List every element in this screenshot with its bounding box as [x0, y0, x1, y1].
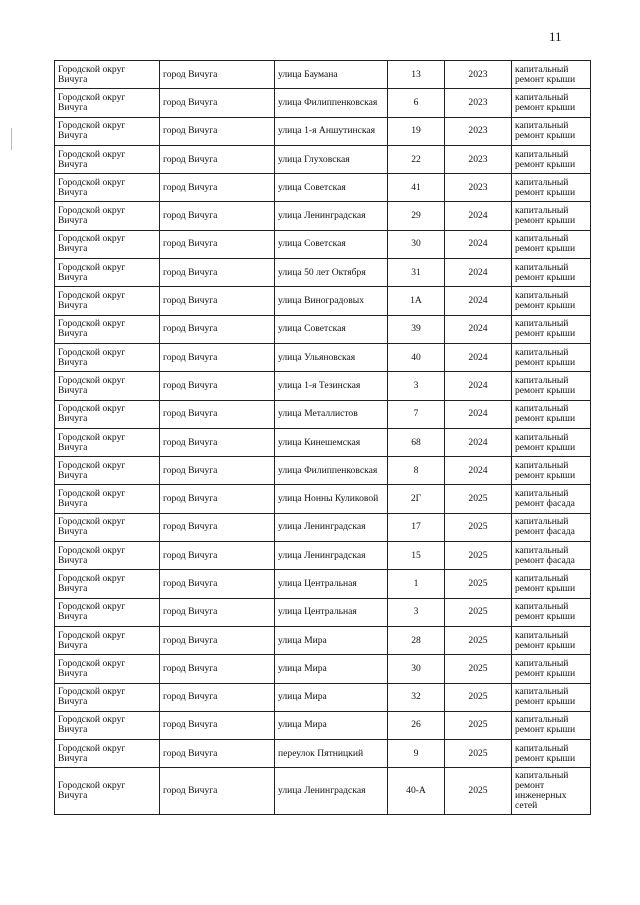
cell-city: город Вичуга [160, 287, 275, 315]
cell-street: улица Кинешемская [275, 428, 388, 456]
cell-city: город Вичуга [160, 570, 275, 598]
table-row [55, 117, 591, 145]
cell-work: капитальный ремонт крыши [512, 570, 591, 598]
cell-okrug: Городской округ Вичуга [55, 428, 160, 456]
cell-house: 22 [388, 145, 445, 173]
cell-house: 1 [388, 570, 445, 598]
cell-year: 2025 [445, 485, 512, 513]
cell-year: 2025 [445, 655, 512, 683]
table-row [55, 400, 591, 428]
cell-okrug: Городской округ Вичуга [55, 570, 160, 598]
table-row [55, 202, 591, 230]
cell-okrug: Городской округ Вичуга [55, 683, 160, 711]
cell-street: переулок Пятницкий [275, 740, 388, 768]
cell-year: 2024 [445, 287, 512, 315]
table-row [55, 315, 591, 343]
cell-city: город Вичуга [160, 259, 275, 287]
cell-year: 2025 [445, 768, 512, 815]
cell-okrug: Городской округ Вичуга [55, 400, 160, 428]
cell-okrug: Городской округ Вичуга [55, 372, 160, 400]
cell-okrug: Городской округ Вичуга [55, 230, 160, 258]
cell-city: город Вичуга [160, 598, 275, 626]
cell-house: 29 [388, 202, 445, 230]
cell-year: 2024 [445, 428, 512, 456]
table-row [55, 428, 591, 456]
table-row [55, 61, 591, 89]
cell-house: 1А [388, 287, 445, 315]
table-row [55, 174, 591, 202]
cell-okrug: Городской округ Вичуга [55, 598, 160, 626]
cell-street: улица Виноградовых [275, 287, 388, 315]
cell-house: 28 [388, 626, 445, 654]
cell-city: город Вичуга [160, 457, 275, 485]
cell-house: 26 [388, 711, 445, 739]
cell-city: город Вичуга [160, 372, 275, 400]
cell-year: 2023 [445, 89, 512, 117]
cell-street: улица Филиппенковская [275, 457, 388, 485]
table-row [55, 343, 591, 371]
cell-year: 2024 [445, 343, 512, 371]
cell-street: улица 1-я Аншутинская [275, 117, 388, 145]
cell-street: улица Советская [275, 174, 388, 202]
table-row [55, 485, 591, 513]
cell-street: улица Нонны Куликовой [275, 485, 388, 513]
cell-work: капитальный ремонт фасада [512, 485, 591, 513]
table-row [55, 570, 591, 598]
cell-city: город Вичуга [160, 117, 275, 145]
cell-year: 2024 [445, 372, 512, 400]
cell-year: 2025 [445, 570, 512, 598]
cell-okrug: Городской округ Вичуга [55, 768, 160, 815]
cell-work: капитальный ремонт крыши [512, 315, 591, 343]
cell-okrug: Городской округ Вичуга [55, 740, 160, 768]
cell-work: капитальный ремонт крыши [512, 259, 591, 287]
cell-city: город Вичуга [160, 542, 275, 570]
cell-year: 2024 [445, 202, 512, 230]
cell-work: капитальный ремонт крыши [512, 343, 591, 371]
cell-street: улица Филиппенковская [275, 89, 388, 117]
table-row [55, 711, 591, 739]
cell-year: 2023 [445, 145, 512, 173]
cell-house: 13 [388, 61, 445, 89]
cell-year: 2025 [445, 542, 512, 570]
cell-house: 3 [388, 372, 445, 400]
cell-street: улица Ленинградская [275, 768, 388, 815]
cell-house: 7 [388, 400, 445, 428]
cell-street: улица Мира [275, 655, 388, 683]
cell-city: город Вичуга [160, 315, 275, 343]
cell-house: 3 [388, 598, 445, 626]
cell-city: город Вичуга [160, 400, 275, 428]
cell-work: капитальный ремонт крыши [512, 89, 591, 117]
cell-house: 40-А [388, 768, 445, 815]
cell-city: город Вичуга [160, 61, 275, 89]
cell-work: капитальный ремонт крыши [512, 174, 591, 202]
cell-okrug: Городской округ Вичуга [55, 174, 160, 202]
cell-city: город Вичуга [160, 768, 275, 815]
cell-okrug: Городской округ Вичуга [55, 117, 160, 145]
table-row [55, 513, 591, 541]
cell-okrug: Городской округ Вичуга [55, 655, 160, 683]
table-row [55, 372, 591, 400]
cell-city: город Вичуга [160, 740, 275, 768]
cell-city: город Вичуга [160, 655, 275, 683]
cell-work: капитальный ремонт крыши [512, 287, 591, 315]
cell-year: 2024 [445, 315, 512, 343]
cell-street: улица Металлистов [275, 400, 388, 428]
cell-house: 32 [388, 683, 445, 711]
cell-city: город Вичуга [160, 626, 275, 654]
table-row [55, 542, 591, 570]
table-row [55, 145, 591, 173]
cell-house: 31 [388, 259, 445, 287]
cell-house: 17 [388, 513, 445, 541]
cell-city: город Вичуга [160, 174, 275, 202]
cell-city: город Вичуга [160, 202, 275, 230]
cell-street: улица Мира [275, 626, 388, 654]
cell-house: 15 [388, 542, 445, 570]
cell-work: капитальный ремонт крыши [512, 428, 591, 456]
cell-year: 2024 [445, 259, 512, 287]
cell-okrug: Городской округ Вичуга [55, 61, 160, 89]
cell-street: улица 50 лет Октября [275, 259, 388, 287]
cell-street: улица Центральная [275, 598, 388, 626]
cell-year: 2023 [445, 61, 512, 89]
cell-city: город Вичуга [160, 513, 275, 541]
table-row [55, 457, 591, 485]
cell-okrug: Городской округ Вичуга [55, 626, 160, 654]
cell-street: улица Ульяновская [275, 343, 388, 371]
cell-street: улица 1-я Тезинская [275, 372, 388, 400]
cell-year: 2025 [445, 598, 512, 626]
cell-city: город Вичуга [160, 711, 275, 739]
cell-year: 2025 [445, 711, 512, 739]
cell-work: капитальный ремонт крыши [512, 117, 591, 145]
cell-okrug: Городской округ Вичуга [55, 343, 160, 371]
cell-year: 2024 [445, 230, 512, 258]
cell-work: капитальный ремонт крыши [512, 457, 591, 485]
cell-house: 39 [388, 315, 445, 343]
cell-work: капитальный ремонт крыши [512, 626, 591, 654]
cell-house: 68 [388, 428, 445, 456]
cell-work: капитальный ремонт крыши [512, 372, 591, 400]
cell-house: 40 [388, 343, 445, 371]
repair-schedule-table [54, 60, 591, 815]
margin-mark [11, 128, 12, 150]
cell-city: город Вичуга [160, 343, 275, 371]
cell-house: 30 [388, 655, 445, 683]
cell-okrug: Городской округ Вичуга [55, 485, 160, 513]
cell-okrug: Городской округ Вичуга [55, 145, 160, 173]
cell-okrug: Городской округ Вичуга [55, 287, 160, 315]
cell-year: 2025 [445, 683, 512, 711]
cell-street: улица Мира [275, 711, 388, 739]
cell-year: 2024 [445, 457, 512, 485]
cell-work: капитальный ремонт инженерных сетей [512, 768, 591, 815]
cell-house: 19 [388, 117, 445, 145]
cell-work: капитальный ремонт крыши [512, 61, 591, 89]
table-row [55, 598, 591, 626]
cell-city: город Вичуга [160, 89, 275, 117]
cell-work: капитальный ремонт крыши [512, 230, 591, 258]
cell-city: город Вичуга [160, 683, 275, 711]
cell-year: 2025 [445, 626, 512, 654]
cell-work: капитальный ремонт крыши [512, 400, 591, 428]
cell-okrug: Городской округ Вичуга [55, 259, 160, 287]
cell-okrug: Городской округ Вичуга [55, 711, 160, 739]
cell-street: улица Мира [275, 683, 388, 711]
cell-street: улица Ленинградская [275, 202, 388, 230]
cell-okrug: Городской округ Вичуга [55, 457, 160, 485]
cell-year: 2025 [445, 513, 512, 541]
cell-house: 41 [388, 174, 445, 202]
cell-okrug: Городской округ Вичуга [55, 513, 160, 541]
cell-year: 2024 [445, 400, 512, 428]
table-row [55, 89, 591, 117]
table-row [55, 683, 591, 711]
cell-work: капитальный ремонт крыши [512, 598, 591, 626]
cell-street: улица Ленинградская [275, 513, 388, 541]
cell-street: улица Ленинградская [275, 542, 388, 570]
cell-work: капитальный ремонт крыши [512, 740, 591, 768]
cell-city: город Вичуга [160, 230, 275, 258]
cell-work: капитальный ремонт крыши [512, 655, 591, 683]
cell-year: 2023 [445, 174, 512, 202]
cell-city: город Вичуга [160, 428, 275, 456]
cell-house: 2Г [388, 485, 445, 513]
page-number: 11 [549, 29, 562, 44]
cell-okrug: Городской округ Вичуга [55, 89, 160, 117]
table-row [55, 230, 591, 258]
cell-work: капитальный ремонт крыши [512, 711, 591, 739]
cell-street: улица Центральная [275, 570, 388, 598]
table-row [55, 768, 591, 815]
cell-street: улица Советская [275, 315, 388, 343]
cell-work: капитальный ремонт крыши [512, 683, 591, 711]
cell-street: улица Глуховская [275, 145, 388, 173]
cell-work: капитальный ремонт крыши [512, 202, 591, 230]
cell-year: 2025 [445, 740, 512, 768]
table-row [55, 740, 591, 768]
cell-work: капитальный ремонт фасада [512, 542, 591, 570]
cell-house: 9 [388, 740, 445, 768]
cell-house: 6 [388, 89, 445, 117]
cell-city: город Вичуга [160, 145, 275, 173]
cell-street: улица Советская [275, 230, 388, 258]
table-row [55, 655, 591, 683]
cell-year: 2023 [445, 117, 512, 145]
cell-house: 8 [388, 457, 445, 485]
table-row [55, 287, 591, 315]
cell-street: улица Баумана [275, 61, 388, 89]
table-row [55, 259, 591, 287]
cell-okrug: Городской округ Вичуга [55, 315, 160, 343]
table-row [55, 626, 591, 654]
cell-city: город Вичуга [160, 485, 275, 513]
cell-okrug: Городской округ Вичуга [55, 202, 160, 230]
cell-work: капитальный ремонт фасада [512, 513, 591, 541]
cell-okrug: Городской округ Вичуга [55, 542, 160, 570]
cell-work: капитальный ремонт крыши [512, 145, 591, 173]
cell-house: 30 [388, 230, 445, 258]
